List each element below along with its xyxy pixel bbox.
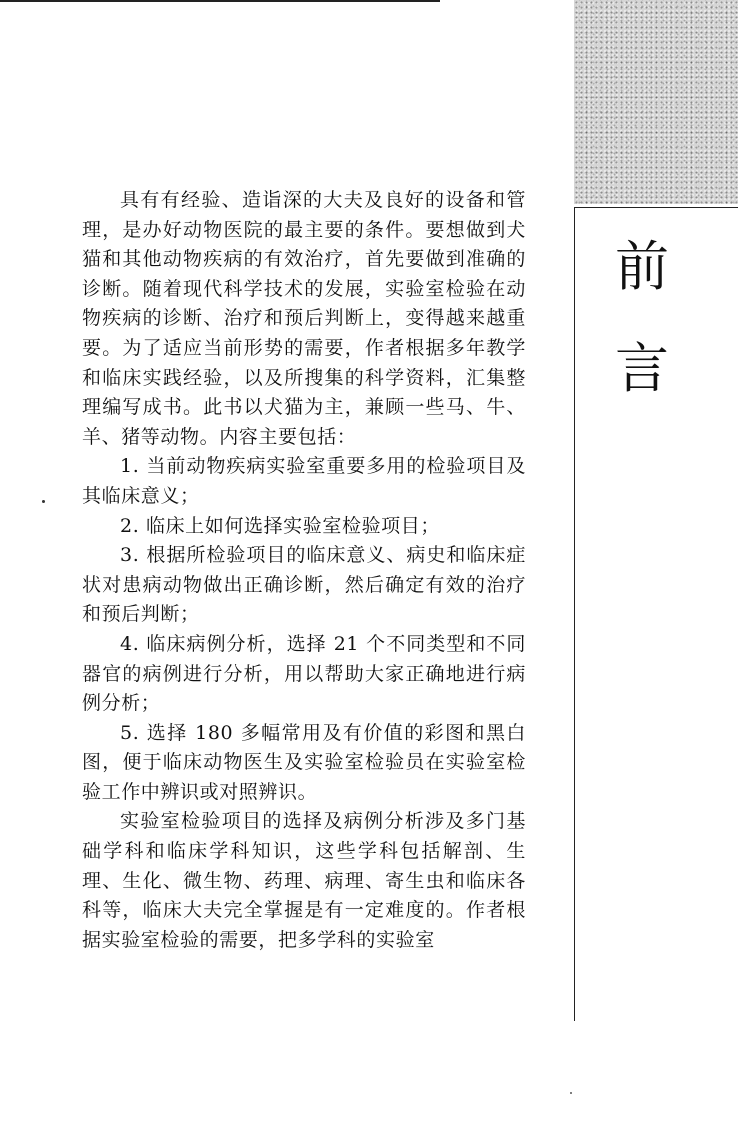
paragraph-intro: 具有有经验、造诣深的大夫及良好的设备和管理，是办好动物医院的最主要的条件。要想做到犬猫和其他动物疾病的有效治疗，首先要做到准确的诊断。随着现代科学技术的发展，实验室检验在动物疾病的诊断、治疗和预后判断上，变得越来越重要。为了适应当前形势的需要，作者根据多年教学和临床实践经验，以及所搜集的科学资料，汇集整理编写成书。此书以犬猫为主，兼顾一些马、牛、羊、猪等动物。内容主要包括： <box>82 189 526 448</box>
scan-speck-2 <box>570 1092 572 1094</box>
corner-texture-decoration <box>574 0 738 204</box>
section-title-preface <box>612 235 672 400</box>
paragraph-closing: 实验室检验项目的选择及病例分析涉及多门基础学科和临床学科知识，这些学科包括解剖、生理、生化、微生物、药理、病理、寄生虫和临床各科等，临床大夫完全掌握是有一定难度的。作者根据实验室检验的需要，把多学科的实验室 <box>82 810 526 951</box>
top-rule <box>0 0 440 2</box>
list-item-4: 4. 临床病例分析，选择 21 个不同类型和不同器官的病例进行分析，用以帮助大家正确地进行病例分析； <box>82 632 526 715</box>
list-item-2: 2. 临床上如何选择实验室检验项目； <box>120 514 440 537</box>
list-item-5: 5. 选择 180 多幅常用及有价值的彩图和黑白图，便于临床动物医生及实验室检验员在实验室检验工作中辨识或对照辨识。 <box>82 721 526 803</box>
list-item-3: 3. 根据所检验项目的临床意义、病史和临床症状对患病动物做出正确诊断，然后确定有效的治疗和预后判断； <box>82 544 526 626</box>
section-title-char-1: 前 <box>615 235 669 298</box>
scan-speck <box>42 500 45 503</box>
section-title-char-2: 言 <box>615 337 669 400</box>
preface-body <box>82 186 526 955</box>
list-item-1: 1. 当前动物疾病实验室重要多用的检验项目及其临床意义； <box>82 455 526 507</box>
